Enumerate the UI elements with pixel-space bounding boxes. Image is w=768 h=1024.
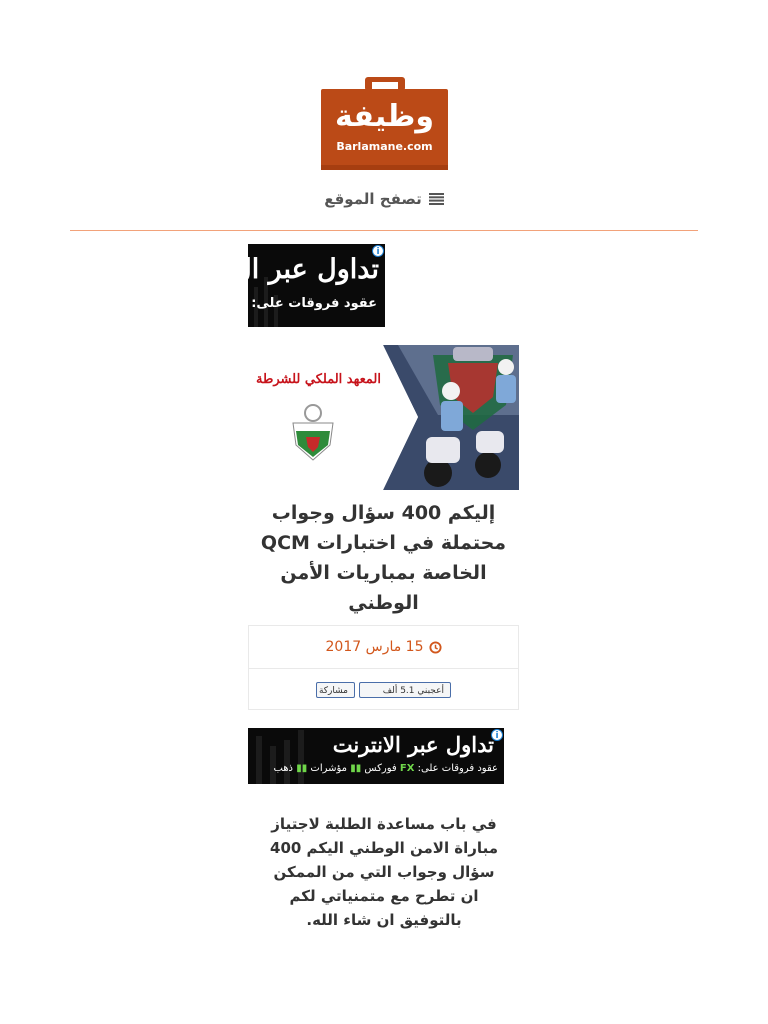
facebook-like-button[interactable]: أعجبني 5.1 ألف <box>359 682 451 698</box>
image-caption: المعهد الملكي للشرطة <box>256 372 381 387</box>
ad-fx-label: FX <box>399 763 415 774</box>
clock-icon <box>429 641 442 654</box>
ad-banner-middle[interactable] <box>248 728 504 784</box>
ad-title: تداول عبر ال <box>232 254 379 285</box>
ad-item-gold: ذهب <box>273 763 294 774</box>
article-body: في باب مساعدة الطلبة لاجتياز مباراة الامن الوطني اليكم 400 سؤال وجواب التي من الممكن ان تطرح مع متمنياتي لكم بالتوفيق ان شاء الله. <box>270 815 498 929</box>
header-divider <box>70 230 698 231</box>
logo-domain-text: Barlamane.com <box>336 140 433 153</box>
facebook-share-button[interactable]: مشاركة <box>316 682 355 698</box>
date-row <box>249 626 518 669</box>
article-meta <box>248 625 519 710</box>
ad-subtitle-prefix: عقود فروقات على: <box>417 763 498 774</box>
site-logo[interactable] <box>321 77 448 170</box>
ad-banner-top[interactable] <box>232 244 385 327</box>
article-title[interactable]: إليكم 400 سؤال وجواب محتملة في اختبارات QCM الخاصة بمباريات الأمن الوطني <box>260 502 507 614</box>
bar-chart-icon: ▮▮ <box>296 763 308 774</box>
ad-title: تداول عبر الانترنت <box>332 732 494 757</box>
social-buttons <box>249 669 518 711</box>
ad-item-indices: مؤشرات <box>310 763 348 774</box>
bar-chart-icon: ▮▮ <box>350 763 362 774</box>
logo-arabic-text: وظيفة <box>335 99 434 134</box>
ad-subtitle <box>273 763 498 774</box>
ad-info-icon[interactable]: i <box>491 729 503 741</box>
article-date: 15 مارس 2017 <box>325 639 424 655</box>
browse-site-menu[interactable] <box>0 186 768 212</box>
ad-info-icon[interactable]: i <box>372 245 384 257</box>
chart-bars-decoration-icon <box>252 728 332 784</box>
article-image[interactable] <box>248 345 519 490</box>
browse-site-label: تصفح الموقع <box>324 190 422 208</box>
menu-icon <box>429 193 444 205</box>
ad-subtitle: عقود فروقات على: <box>251 296 377 311</box>
ad-item-forex: فوركس <box>364 763 397 774</box>
police-motorcycle-image <box>248 345 519 490</box>
